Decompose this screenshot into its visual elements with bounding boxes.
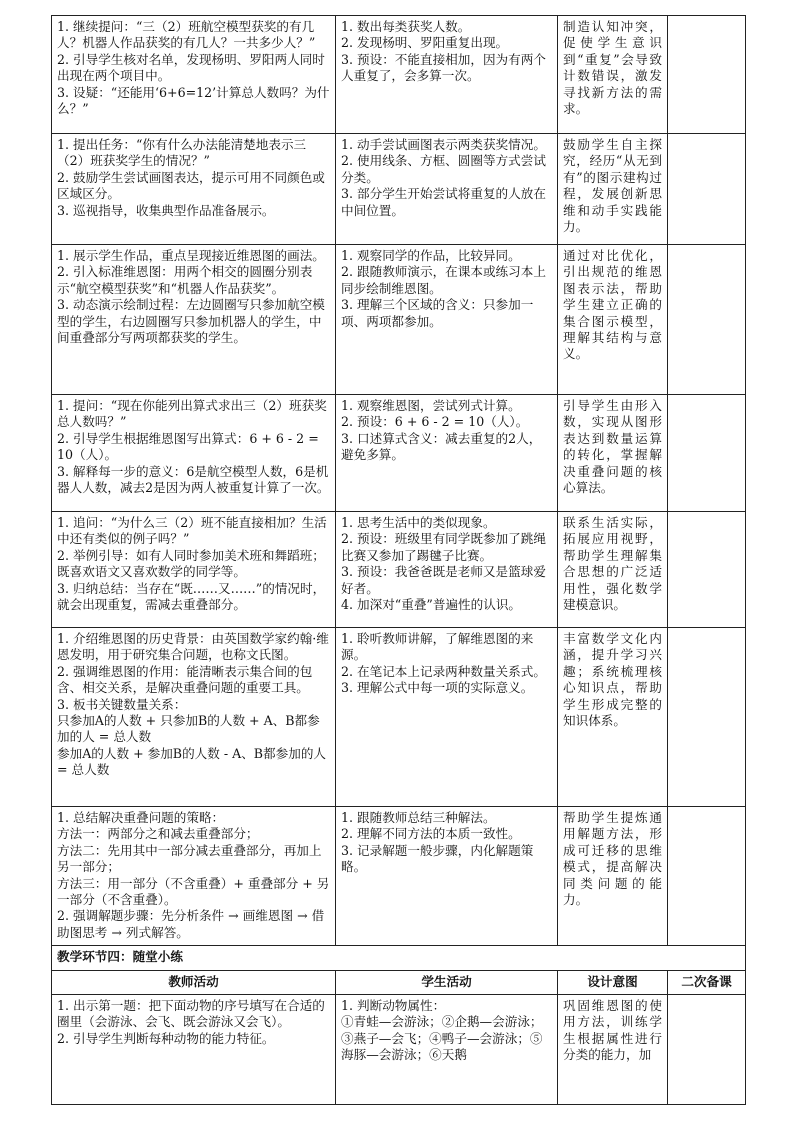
text-line: 3. 记录解题一般步骤，内化解题策略。: [341, 842, 534, 875]
text-line: 2. 强调解题步骤：先分析条件 → 画维恩图 → 借助图思考 → 列式解答。: [57, 908, 325, 940]
text-line: 3. 部分学生开始尝试将重复的人放在中间位置。: [341, 186, 546, 218]
design-intent-cell: [558, 995, 668, 1105]
text-line: 3. 巡视指导，收集典型作品准备展示。: [57, 202, 275, 218]
text-line: 巩固维恩图的使用方法，训练学生根据属性进行分类的能力，加: [563, 998, 662, 1063]
text-line: 3. 解释每一步的意义：6是航空模型人数，6是机器人人数，减去2是因为两人被重复计算了一次。: [57, 463, 330, 496]
text-line: 2. 强调维恩图的作用：能清晰表示集合间的包含、相交关系，是解决重叠问题的重要工具。: [57, 663, 313, 696]
text-line: 1. 数出每类获奖人数。: [341, 19, 471, 34]
text-line: 2. 鼓励学生尝试画图表达，提示可用不同颜色或区域区分。: [57, 169, 325, 202]
text-line: 3. 预设：不能直接相加，因为有两个人重复了，会多算一次。: [341, 51, 546, 84]
design-intent-cell: [558, 245, 668, 395]
table-row: [52, 395, 746, 512]
text-line: 2. 引入标准维恩图：用两个相交的圆圈分别表示“航空模型获奖”和“机器人作品获奖”。: [57, 264, 313, 296]
text-line: 制造认知冲突，促使学生意识到“重复”会导致计数错误，激发寻找新方法的需求。: [563, 19, 662, 117]
design-intent-cell: [558, 134, 668, 245]
text-line: 3. 口述算式含义：减去重复的2人，避免多算。: [341, 430, 542, 463]
text-line: 参加A的人数 + 参加B的人数 - A、B都参加的人 = 总人数: [57, 745, 327, 778]
text-line: 1. 继续提问：“三（2）班航空模型获奖的有几人？机器人作品获奖的有几人？一共多少人？”: [57, 19, 316, 51]
text-line: 1. 观察同学的作品，比较异同。: [341, 248, 521, 263]
lesson-plan-table: [51, 15, 746, 1105]
text-line: 3. 设疑：“还能用‘6+6=12’计算总人数吗？为什么？”: [57, 84, 330, 117]
design-intent-cell: [558, 16, 668, 134]
text-line: 1. 展示学生作品，重点呈现接近维恩图的画法。: [57, 248, 325, 263]
text-line: 方法一：两部分之和减去重叠部分；: [57, 826, 259, 842]
student-activity-cell: [336, 134, 558, 245]
teacher-activity-cell: [52, 395, 336, 512]
text-line: 方法三：用一部分（不含重叠）+ 重叠部分 + 另一部分（不含重叠）。: [57, 875, 330, 908]
table-row: [52, 995, 746, 1105]
text-line: 1. 提问：“现在你能列出算式求出三（2）班获奖总人数吗？”: [57, 398, 327, 430]
table-row: [52, 134, 746, 245]
teacher-activity-cell: [52, 245, 336, 395]
text-line: 2. 在笔记本上记录两种数量关系式。: [341, 663, 546, 679]
second-prep-cell: [668, 512, 746, 628]
text-line: 2. 预设：班级里有同学既参加了跳绳比赛又参加了踢毽子比赛。: [341, 531, 546, 563]
text-line: 2. 发现杨明、罗阳重复出现。: [341, 35, 509, 51]
second-prep-cell: [668, 628, 746, 807]
table-row: [52, 512, 746, 628]
student-activity-cell: [336, 245, 558, 395]
text-line: 1. 观察维恩图，尝试列式计算。: [341, 398, 521, 413]
design-intent-cell: [558, 807, 668, 946]
text-line: 2. 使用线条、方框、圆圈等方式尝试分类。: [341, 153, 546, 185]
design-intent-cell: [558, 628, 668, 807]
student-activity-cell: [336, 16, 558, 134]
text-line: 3. 动态演示绘制过程：左边圆圈写只参加航空模型的学生，右边圆圈写只参加机器人的学生，中间重叠部分写两项都获奖的学生。: [57, 297, 325, 346]
text-line: 1. 介绍维恩图的历史背景：由英国数学家约翰·维恩发明，用于研究集合问题，也称文氏图。: [57, 631, 329, 663]
second-prep-cell: [668, 395, 746, 512]
header-design-intent: 设计意图: [558, 970, 668, 994]
text-line: 方法二：先用其中一部分减去重叠部分，再加上另一部分；: [57, 842, 322, 875]
text-line: 1. 聆听教师讲解，了解维恩图的来源。: [341, 631, 534, 663]
text-line: 2. 举例引导：如有人同时参加美术班和舞蹈班；既喜欢语文又喜欢数学的同学等。: [57, 547, 325, 580]
design-intent-cell: [558, 395, 668, 512]
text-line: 2. 引导学生核对名单，发现杨明、罗阳两人同时出现在两个项目中。: [57, 51, 325, 84]
text-line: 2. 预设：6 + 6 - 2 = 10（人）。: [341, 414, 529, 430]
text-line: 1. 出示第一题：把下面动物的序号填写在合适的圈里（会游泳、会飞、既会游泳又会飞）。: [57, 998, 325, 1030]
teacher-activity-cell: [52, 807, 336, 946]
text-line: 4. 加深对“重叠”普遍性的认识。: [341, 597, 522, 613]
header-student-activity: 学生活动: [336, 970, 558, 994]
student-activity-cell: [336, 807, 558, 946]
text-line: 通过对比优化，引出规范的维恩图表示法，帮助学生建立正确的集合图示模型，理解其结构与意义。: [563, 248, 662, 362]
teacher-activity-cell: [52, 16, 336, 134]
section-title: 教学环节四：随堂小练: [52, 946, 746, 970]
second-prep-cell: [668, 16, 746, 134]
table-row: [52, 245, 746, 395]
text-line: 联系生活实际，拓展应用视野，帮助学生理解集合思想的广泛适用性，强化数学建模意识。: [563, 515, 662, 613]
text-line: 1. 思考生活中的类似现象。: [341, 515, 496, 530]
table-row: [52, 628, 746, 807]
student-activity-cell: [336, 395, 558, 512]
text-line: 2. 引导学生判断每种动物的能力特征。: [57, 1030, 275, 1046]
teacher-activity-cell: [52, 995, 336, 1105]
second-prep-cell: [668, 134, 746, 245]
text-line: 1. 判断动物属性：: [341, 998, 446, 1014]
text-line: 3. 预设：我爸爸既是老师又是篮球爱好者。: [341, 564, 546, 596]
text-line: 1. 提出任务：“你有什么办法能清楚地表示三（2）班获奖学生的情况？”: [57, 137, 307, 169]
student-activity-cell: [336, 512, 558, 628]
text-line: ①青蛙—会游泳；②企鹅—会游泳；③燕子—会飞；④鸭子—会游泳；⑤海豚—会游泳；⑥天鹅: [341, 1014, 543, 1063]
text-line: 3. 归纳总结：当存在“既……又……”的情况时，就会出现重复，需减去重叠部分。: [57, 580, 326, 613]
text-line: 2. 理解不同方法的本质一致性。: [341, 826, 521, 842]
table-row: [52, 807, 746, 946]
text-line: 1. 跟随教师总结三种解法。: [341, 810, 496, 825]
text-line: 只参加A的人数 + 只参加B的人数 + A、B都参加的人 = 总人数: [57, 713, 320, 745]
text-line: 1. 总结解决重叠问题的策略：: [57, 810, 225, 825]
table-header-row: [52, 970, 746, 994]
design-intent-cell: [558, 512, 668, 628]
teacher-activity-cell: [52, 628, 336, 807]
text-line: 3. 理解公式中每一项的实际意义。: [341, 680, 534, 696]
student-activity-cell: [336, 628, 558, 807]
text-line: 1. 追问：“为什么三（2）班不能直接相加？生活中还有类似的例子吗？”: [57, 515, 327, 547]
second-prep-cell: [668, 807, 746, 946]
table-row: [52, 16, 746, 134]
second-prep-cell: [668, 245, 746, 395]
text-line: 3. 板书关键数量关系：: [57, 696, 187, 712]
text-line: 引导学生由形入数，实现从图形表达到数量运算的转化，掌握解决重叠问题的核心算法。: [563, 398, 662, 496]
text-line: 鼓励学生自主探究，经历“从无到有”的图示建构过程，发展创新思维和动手实践能力。: [563, 137, 662, 235]
text-line: 帮助学生提炼通用解题方法，形成可迁移的思维模式，提高解决同类问题的能力。: [563, 810, 662, 908]
student-activity-cell: [336, 995, 558, 1105]
teacher-activity-cell: [52, 512, 336, 628]
text-line: 3. 理解三个区域的含义：只参加一项、两项都参加。: [341, 297, 534, 329]
text-line: 2. 引导学生根据维恩图写出算式：6 + 6 - 2 = 10（人）。: [57, 430, 319, 463]
header-second-prep: 二次备课: [668, 970, 746, 994]
text-line: 2. 跟随教师演示，在课本或练习本上同步绘制维恩图。: [341, 264, 546, 296]
section-title-row: [52, 946, 746, 970]
second-prep-cell: [668, 995, 746, 1105]
header-teacher-activity: 教师活动: [52, 970, 336, 994]
text-line: 丰富数学文化内涵，提升学习兴趣；系统梳理核心知识点，帮助学生形成完整的知识体系。: [563, 631, 662, 729]
text-line: 1. 动手尝试画图表示两类获奖情况。: [341, 137, 546, 152]
teacher-activity-cell: [52, 134, 336, 245]
